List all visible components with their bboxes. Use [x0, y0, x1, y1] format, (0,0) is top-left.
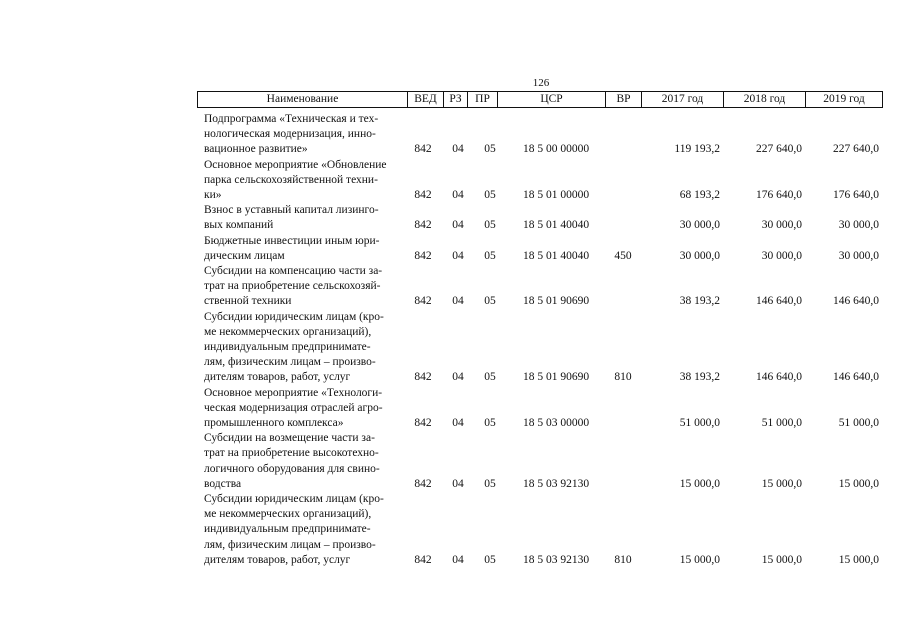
row-name-line: дителям товаров, работ, услуг	[204, 553, 351, 566]
cell-vr: 810	[614, 371, 632, 384]
row-name-line: Субсидии юридическим лицам (кро-	[204, 310, 384, 323]
page-number: 126	[532, 77, 550, 89]
cell-ved: 842	[414, 249, 432, 262]
row-name-line: Подпрограмма «Техническая и тех-	[204, 113, 379, 125]
row-name	[204, 386, 414, 432]
cell-2018: 15 000,0	[761, 553, 802, 566]
table-row	[0, 492, 905, 568]
row-name	[204, 112, 414, 158]
cell-rz: 04	[452, 295, 464, 308]
row-name	[204, 234, 414, 264]
row-name-line: ственной техники	[204, 295, 292, 308]
row-name-line: логичного оборудования для свино-	[204, 462, 380, 475]
cell-2017: 38 193,2	[679, 371, 720, 384]
row-name-line: Бюджетные инвестиции иным юри-	[204, 234, 380, 247]
row-name	[204, 310, 414, 386]
row-name	[204, 158, 414, 204]
cell-2018: 146 640,0	[756, 295, 802, 308]
cell-ved: 842	[414, 188, 432, 201]
row-name-line: Субсидии на возмещение части за-	[204, 432, 375, 445]
row-name-line: индивидуальным предпринимате-	[204, 523, 371, 536]
cell-2018: 15 000,0	[761, 477, 802, 490]
table-header	[197, 91, 883, 108]
cell-2017: 30 000,0	[679, 219, 720, 232]
row-name-line: лям, физическим лицам – произво-	[204, 538, 376, 551]
table-row	[0, 386, 905, 432]
cell-rz: 04	[452, 143, 464, 156]
row-name-line: ме некоммерческих организаций),	[204, 508, 372, 521]
header-rz: РЗ	[444, 92, 468, 107]
cell-ved: 842	[414, 477, 432, 490]
cell-csr: 18 5 03 92130	[522, 553, 590, 566]
cell-ved: 842	[414, 553, 432, 566]
row-name-line: Субсидии юридическим лицам (кро-	[204, 493, 384, 505]
cell-2018: 146 640,0	[756, 371, 802, 384]
row-name-line: индивидуальным предпринимате-	[204, 341, 371, 353]
cell-vr: 810	[614, 553, 632, 566]
row-name	[204, 203, 414, 233]
row-name	[204, 492, 414, 568]
cell-csr: 18 5 01 40040	[522, 219, 590, 232]
header-name: Наименование	[198, 92, 408, 107]
cell-pr: 05	[484, 143, 496, 156]
header-2017: 2017 год	[642, 92, 724, 107]
cell-2018: 30 000,0	[761, 249, 802, 262]
cell-rz: 04	[452, 553, 464, 566]
table-row	[0, 431, 905, 492]
table-row	[0, 203, 905, 233]
row-name	[204, 264, 414, 310]
cell-ved: 842	[414, 416, 432, 429]
cell-csr: 18 5 00 00000	[522, 143, 590, 156]
cell-rz: 04	[452, 416, 464, 429]
row-name-line: ки»	[204, 189, 222, 201]
cell-2017: 68 193,2	[679, 188, 720, 201]
cell-csr: 18 5 01 90690	[522, 371, 590, 384]
cell-pr: 05	[484, 219, 496, 232]
cell-csr: 18 5 01 40040	[522, 249, 590, 262]
cell-csr: 18 5 01 00000	[522, 188, 590, 201]
header-ved: ВЕД	[408, 92, 444, 107]
table-row	[0, 112, 905, 158]
cell-rz: 04	[452, 371, 464, 384]
cell-ved: 842	[414, 143, 432, 156]
cell-ved: 842	[414, 295, 432, 308]
row-name-line: дителям товаров, работ, услуг	[204, 371, 351, 384]
cell-2019: 51 000,0	[838, 416, 879, 429]
cell-pr: 05	[484, 477, 496, 490]
cell-2019: 227 640,0	[833, 143, 879, 156]
row-name-line: Взнос в уставный капитал лизинго-	[204, 204, 379, 217]
cell-pr: 05	[484, 371, 496, 384]
row-name-line: трат на приобретение высокотехно-	[204, 447, 379, 460]
row-name-line: ме некоммерческих организаций),	[204, 325, 372, 338]
cell-2017: 15 000,0	[679, 477, 720, 490]
cell-2017: 30 000,0	[679, 249, 720, 262]
cell-vr: 450	[614, 249, 632, 262]
row-name-line: Основное мероприятие «Технологи-	[204, 386, 383, 399]
cell-pr: 05	[484, 295, 496, 308]
row-name-line: нологическая модернизация, инно-	[204, 128, 376, 141]
cell-rz: 04	[452, 188, 464, 201]
cell-2017: 15 000,0	[679, 553, 720, 566]
row-name-line: Основное мероприятие «Обновление	[204, 158, 387, 171]
cell-csr: 18 5 03 92130	[522, 477, 590, 490]
header-csr: ЦСР	[498, 92, 606, 107]
row-name-line: парка сельскохозяйственной техни-	[204, 173, 378, 186]
cell-2019: 146 640,0	[833, 371, 879, 384]
header-2018: 2018 год	[724, 92, 806, 107]
cell-pr: 05	[484, 188, 496, 201]
cell-2019: 176 640,0	[833, 188, 879, 201]
row-name-line: дическим лицам	[204, 249, 285, 262]
row-name-line: вационное развитие»	[204, 143, 308, 156]
cell-2019: 146 640,0	[833, 295, 879, 308]
row-name-line: трат на приобретение сельскохозяй-	[204, 280, 381, 293]
header-vr: ВР	[606, 92, 642, 107]
cell-2019: 30 000,0	[838, 219, 879, 232]
table-row	[0, 310, 905, 386]
row-name	[204, 431, 414, 492]
cell-2018: 227 640,0	[756, 143, 802, 156]
cell-csr: 18 5 03 00000	[522, 416, 590, 429]
cell-2019: 15 000,0	[838, 553, 879, 566]
cell-csr: 18 5 01 90690	[522, 295, 590, 308]
cell-2018: 176 640,0	[756, 188, 802, 201]
row-name-line: Субсидии на компенсацию части за-	[204, 265, 383, 277]
cell-2018: 51 000,0	[761, 416, 802, 429]
table-row	[0, 264, 905, 310]
cell-2019: 15 000,0	[838, 477, 879, 490]
cell-pr: 05	[484, 553, 496, 566]
cell-2017: 119 193,2	[674, 143, 720, 156]
cell-rz: 04	[452, 219, 464, 232]
cell-2018: 30 000,0	[761, 219, 802, 232]
table-row	[0, 234, 905, 264]
row-name-line: лям, физическим лицам – произво-	[204, 356, 376, 369]
cell-2019: 30 000,0	[838, 249, 879, 262]
row-name-line: ческая модернизация отраслей агро-	[204, 401, 383, 414]
header-pr: ПР	[468, 92, 498, 107]
cell-ved: 842	[414, 371, 432, 384]
cell-2017: 38 193,2	[679, 295, 720, 308]
cell-2017: 51 000,0	[679, 416, 720, 429]
cell-pr: 05	[484, 249, 496, 262]
cell-rz: 04	[452, 477, 464, 490]
cell-rz: 04	[452, 249, 464, 262]
header-2019: 2019 год	[823, 93, 865, 105]
row-name-line: вых компаний	[204, 219, 274, 232]
table-row	[0, 158, 905, 204]
row-name-line: промышленного комплекса»	[204, 417, 344, 429]
cell-pr: 05	[484, 416, 496, 429]
row-name-line: водства	[204, 477, 242, 490]
cell-ved: 842	[414, 219, 432, 232]
